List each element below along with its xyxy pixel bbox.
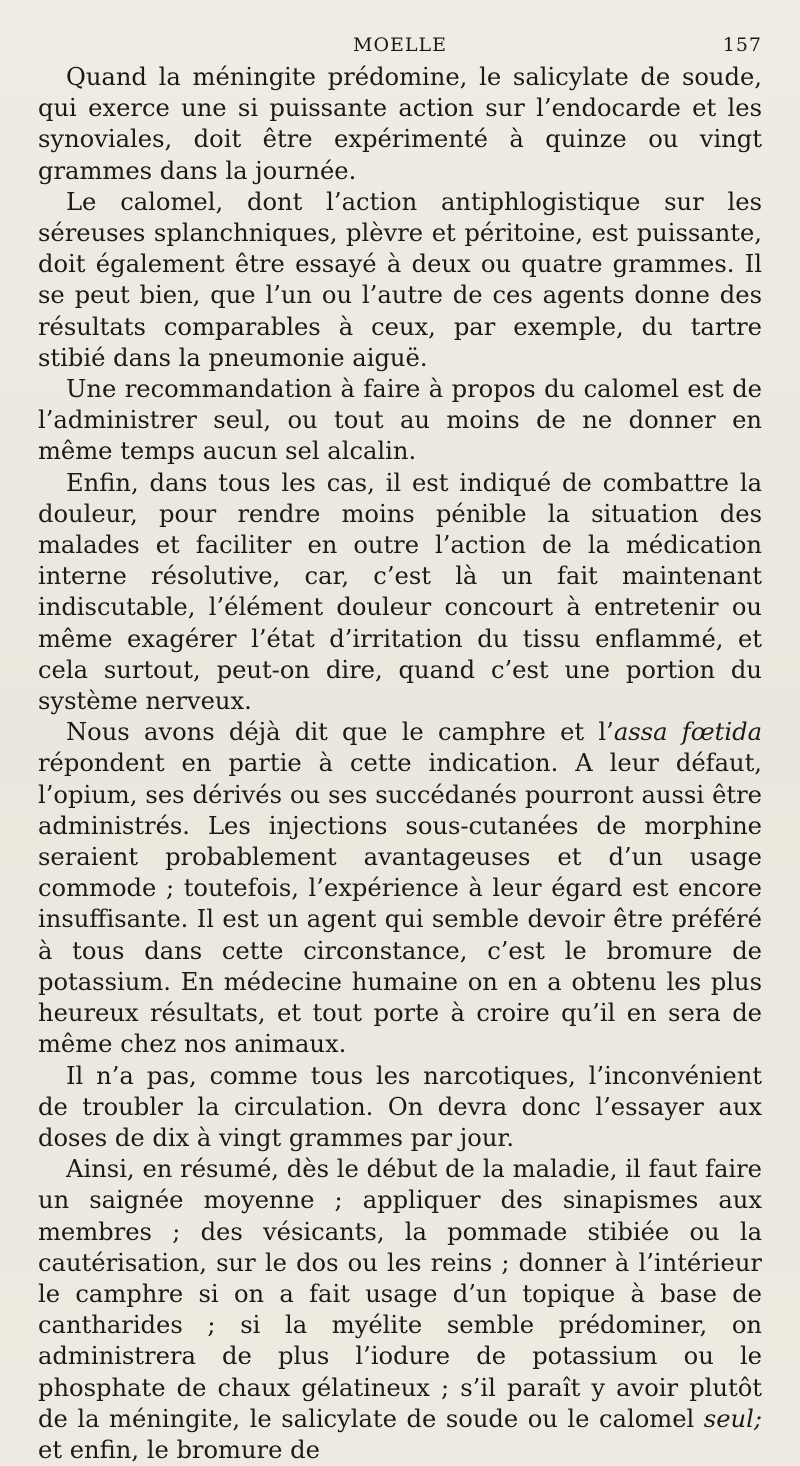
italic-assa-foetida: assa fœtida [613,718,762,747]
body-text [38,62,762,1466]
paragraph-camphre [38,717,762,1060]
running-header [38,28,762,62]
paragraph-douleur: Enfin, dans tous les cas, il est indiqué de combattre la douleur, pour rendre moins pénible la situation des malades et faciliter en outre l’action de la médication interne résolutive, car, c’est là un fait maintenant indiscutable, l’élément douleur concourt à entretenir ou même exagérer l’état d’irritation du tissu enflammé, et cela surtout, peut-on dire, quand c’est une portion du système nerveux. [38,468,762,716]
paragraph-camphre-rest: répondent en partie à cette indication. A leur défaut, l’opium, ses dérivés ou ses succédanés pourront aussi être administrés. Les injections sous-cutanées de morphine seraient probablement avantageuses et d’un usage commode ; toutefois, l’expérience à leur égard est encore insuffisante. Il est un agent qui semble devoir être préféré à tous dans cette circonstance, c’est le bromure de potassium. En médecine humaine on en a obtenu les plus heureux résultats, et tout porte à croire qu’il en sera de même chez nos animaux. [38,749,762,1059]
paragraph-recommandation: Une recommandation à faire à propos du calomel est de l’administrer seul, ou tout au moins de ne donner en même temps aucun sel alcalin. [38,375,762,466]
paragraph-resume-start: Ainsi, en résumé, dès le début de la maladie, il faut faire un saignée moyenne ; appliquer des sinapismes aux membres ; des vésicants, la pommade stibiée ou la cautérisation, sur le dos ou les reins ; donner à l’intérieur le camphre si on a fait usage d’un topique à base de cantharides ; si la myélite semble prédominer, on administrera de plus l’iodure de potassium ou le phosphate de chaux gélatineux ; s’il paraît y avoir plutôt de la méningite, le salicylate de soude ou le calomel [38,1155,762,1433]
paragraph-narcotiques: Il n’a pas, comme tous les narcotiques, l’inconvénient de troubler la circulation. On devra donc l’essayer aux doses de dix à vingt grammes par jour. [38,1061,762,1152]
paragraph-resume-end: et enfin, le bromure de [38,1435,320,1464]
page-number: 157 [722,34,762,56]
italic-seul: seul; [703,1404,762,1433]
running-title: MOELLE [352,34,447,56]
paragraph-meningite: Quand la méningite prédomine, le salicylate de soude, qui exerce une si puissante action sur l’endocarde et les synoviales, doit être expérimenté à quinze ou vingt grammes dans la journée. [38,63,762,185]
paragraph-calomel: Le calomel, dont l’action antiphlogistique sur les séreuses splanchniques, plèvre et péritoine, est puissante, doit également être essayé à deux ou quatre grammes. Il se peut bien, que l’un ou l’autre de ces agents donne des résultats comparables à ceux, par exemple, du tartre stibié dans la pneumonie aiguë. [38,187,762,372]
paragraph-camphre-start: Nous avons déjà dit que le camphre et l’ [66,718,614,747]
paragraph-resume [38,1154,762,1466]
